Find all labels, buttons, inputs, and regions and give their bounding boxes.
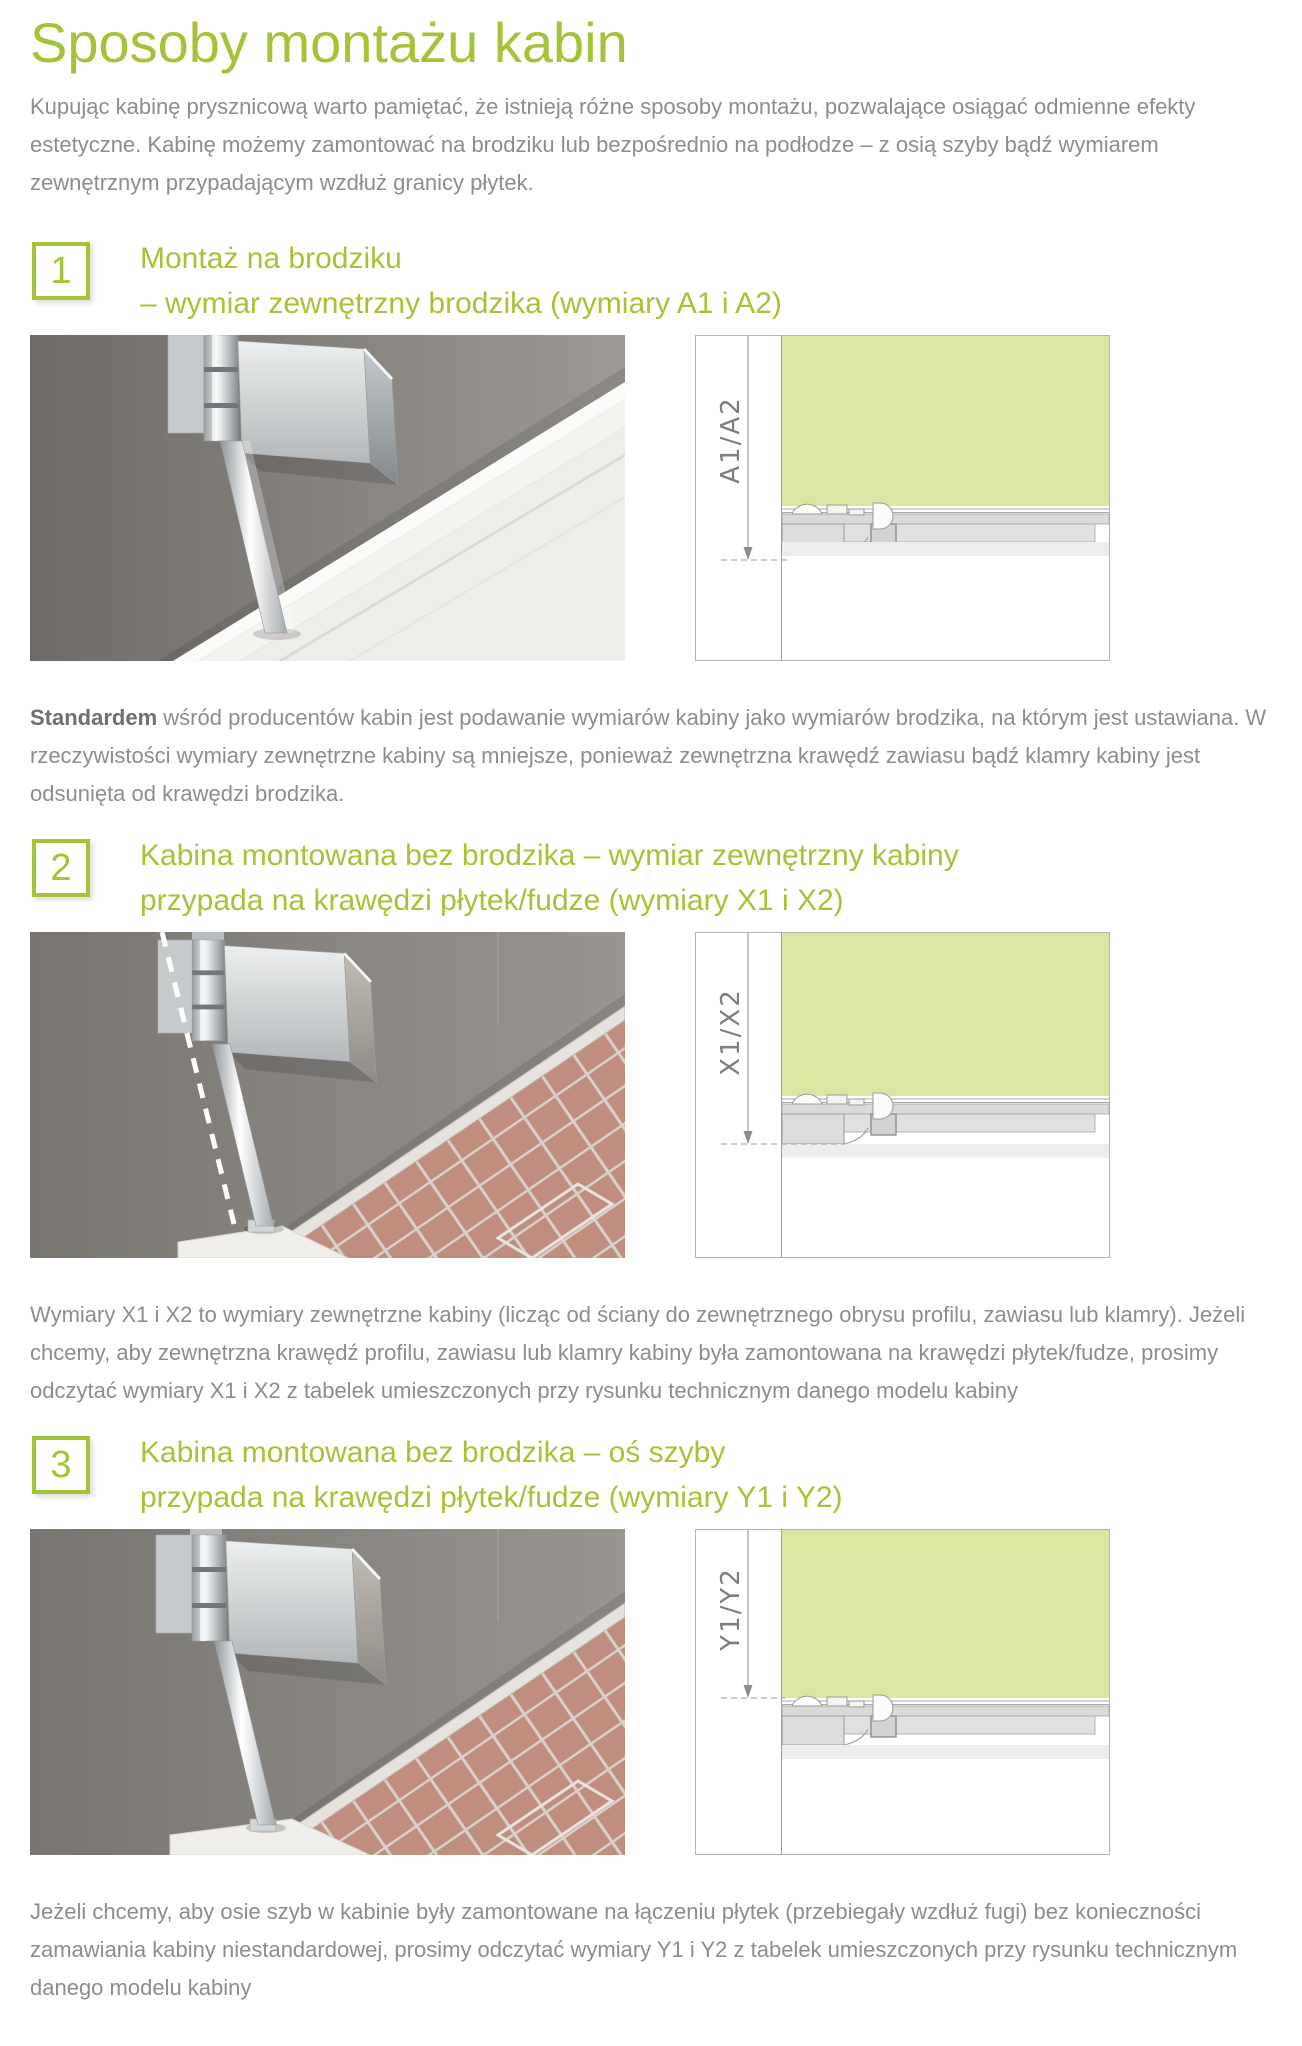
glass-area (782, 1530, 1109, 1698)
photo-hinge-on-tiled-floor-dashed (30, 932, 625, 1258)
section-number: 1 (50, 249, 72, 292)
section-heading-line2: – wymiar zewnętrzny brodzika (wymiary A1 i A2) (140, 287, 782, 320)
photo-hinge-on-tiled-floor (30, 1529, 625, 1855)
intro-paragraph: Kupując kabinę prysznicową warto pamiętać, że istnieją różne sposoby montażu, pozwalające osiągać odmienne efekty estetyczne. Kabinę możemy zamontować na brodziku lub bezpośrednio na podłodze – z osią szyby bądź wymiarem zewnętrznym przypadającym wzdłuż granicy płytek. (30, 94, 1196, 195)
section-number: 2 (50, 846, 72, 889)
section-2-note (30, 1296, 1274, 1410)
diagram-y1-y2 (695, 1529, 1110, 1855)
section-heading (140, 833, 959, 923)
glass-area (782, 933, 1109, 1096)
section-3-figures (30, 1529, 1274, 1855)
section-2-header (30, 833, 1274, 923)
diagram-x1-x2 (695, 932, 1110, 1258)
section-number-badge (32, 242, 90, 300)
note-text: Wymiary X1 i X2 to wymiary zewnętrzne kabiny (licząc od ściany do zewnętrznego obrysu profilu, zawiasu lub klamry). Jeżeli chcemy, aby zewnętrzna krawędź profilu, zawiasu lub klamry kabiny była zamontowana na krawędzi płytek/fudze, prosimy odczytać wymiary X1 i X2 z tabelek umieszczonych przy rysunku technicznym danego modelu kabiny (30, 1302, 1246, 1403)
note-text: Jeżeli chcemy, aby osie szyb w kabinie były zamontowane na łączeniu płytek (przebiegały wzdłuż fugi) bez konieczności zamawiania kabiny niestandardowej, prosimy odczytać wymiary Y1 i Y2 z tabelek umieszczonych przy rysunku technicznym danego modelu kabiny (30, 1899, 1238, 2000)
section-3-note (30, 1893, 1274, 2007)
section-heading (140, 1430, 843, 1520)
diagram-a1-a2 (695, 335, 1110, 661)
section-3-header (30, 1430, 1274, 1520)
profile-cross-section (782, 1093, 1109, 1158)
section-2-figures (30, 932, 1274, 1258)
section-heading-line1: Kabina montowana bez brodzika – wymiar zewnętrzny kabiny (140, 839, 959, 872)
section-1 (30, 236, 1274, 813)
section-3 (30, 1430, 1274, 2007)
dimension-label: A1/A2 (716, 396, 746, 484)
dimension-label: X1/X2 (716, 988, 746, 1076)
note-lead: Standardem (30, 705, 158, 730)
section-1-note (30, 699, 1274, 813)
note-text: wśród producentów kabin jest podawanie wymiarów kabiny jako wymiarów brodzika, na którym jest ustawiana. W rzeczywistości wymiary zewnętrzne kabiny są mniejsze, ponieważ zewnętrzna krawędź zawiasu bądź klamry kabiny jest odsunięta od krawędzi brodzika. (30, 705, 1267, 806)
section-2 (30, 833, 1274, 1410)
section-heading (140, 236, 782, 326)
profile-cross-section (782, 1695, 1109, 1759)
section-number: 3 (50, 1443, 72, 1486)
section-1-header (30, 236, 1274, 326)
page-title: Sposoby montażu kabin (30, 11, 628, 74)
section-1-figures (30, 335, 1274, 661)
section-heading-line1: Kabina montowana bez brodzika – oś szyby (140, 1436, 726, 1469)
section-heading-line2: przypada na krawędzi płytek/fudze (wymiary X1 i X2) (140, 884, 844, 917)
section-heading-line2: przypada na krawędzi płytek/fudze (wymiary Y1 i Y2) (140, 1481, 843, 1514)
photo-hinge-on-shower-tray (30, 335, 625, 661)
dimension-label: Y1/Y2 (716, 1567, 746, 1651)
section-number-badge (32, 839, 90, 897)
section-heading-line1: Montaż na brodziku (140, 242, 402, 275)
section-number-badge (32, 1436, 90, 1494)
glass-area (782, 336, 1109, 506)
